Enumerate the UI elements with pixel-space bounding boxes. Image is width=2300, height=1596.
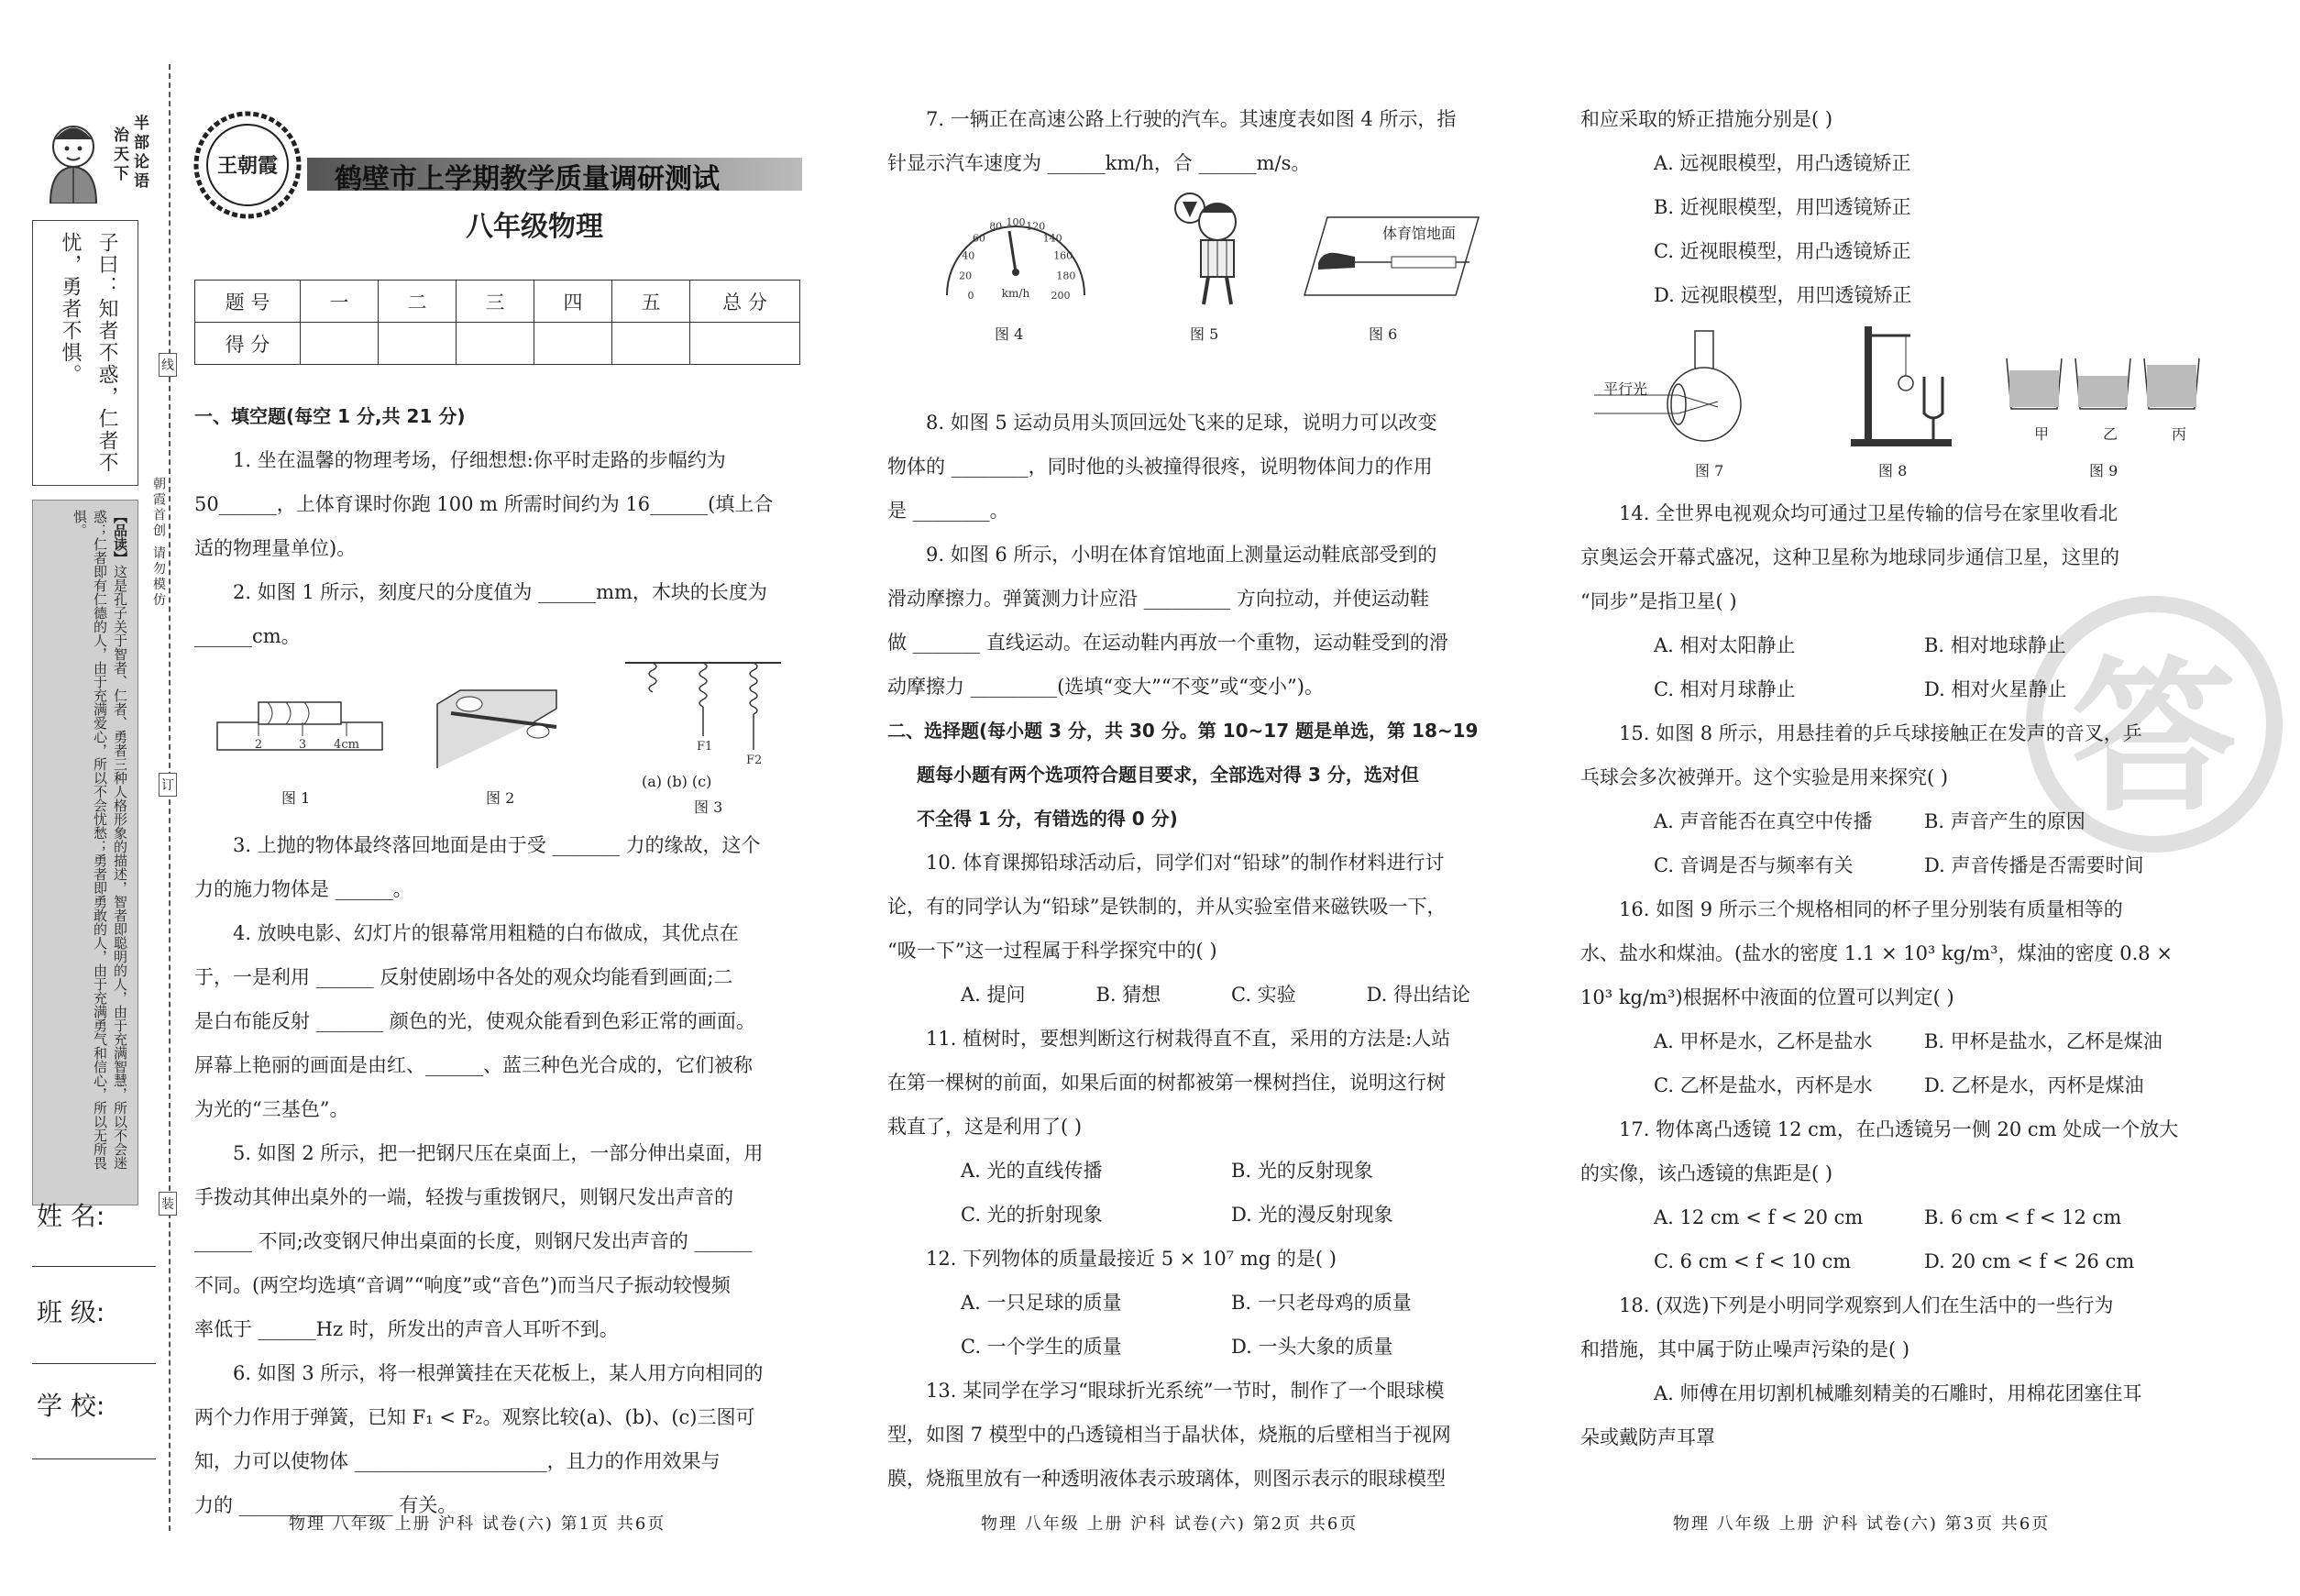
q17-option-b[interactable]: B. 6 cm < f < 12 cm [1924,1206,2122,1228]
fig6-label: 体育馆地面 [1382,225,1457,242]
score-head-4: 四 [534,281,612,323]
q10-line2: 论，有的同学认为“铅球”是铁制的，并从实验室借来磁铁吸一下， [887,896,1447,918]
logo-seal [193,110,303,220]
q10-line3: “吸一下”这一过程属于科学探究中的( ) [887,940,1217,962]
q4-line1: 4. 放映电影、幻灯片的银幕常用粗糙的白布做成，其优点在 [233,922,739,944]
speedo-tick-label: 100 [1006,216,1026,228]
q4-line5: 为光的“三基色”。 [194,1098,349,1120]
q16-option-d[interactable]: D. 乙杯是水，丙杯是煤油 [1924,1074,2144,1096]
svg-text:4cm: 4cm [334,738,359,752]
q16-option-c[interactable]: C. 乙杯是盐水，丙杯是水 [1654,1074,1873,1096]
figures-1-3 [194,658,813,823]
q13-line2: 型，如图 7 模型中的凸透镜相当于晶状体，烧瓶的后壁相当于视网 [887,1424,1451,1446]
q14-options-row1 [1580,623,2195,667]
q16-options-row2 [1580,1063,2195,1107]
sidebar [28,64,151,1531]
q10-line1: 10. 体育课掷铅球活动后，同学们对“铅球”的制作材料进行讨 [926,852,1445,874]
binding-line [169,64,171,1531]
q6-line2: 两个力作用于弹簧，已知 F₁ < F₂。观察比较(a)、(b)、(c)三图可 [194,1406,755,1428]
q17-option-c[interactable]: C. 6 cm < f < 10 cm [1654,1250,1852,1272]
q1-line3: 适的物理量单位)。 [194,537,357,559]
fig7-label: 平行光 [1603,380,1648,398]
q3-line2: 力的施力物体是 ______。 [194,878,413,900]
q5-line3: ______ 不同;改变钢尺伸出桌面的长度，则钢尺发出声音的 ______ [194,1230,753,1252]
q17-option-a[interactable]: A. 12 cm < f < 20 cm [1654,1206,1864,1228]
q14-option-d[interactable]: D. 相对火星静止 [1924,678,2067,700]
q9-line1: 9. 如图 6 所示，小明在体育馆地面上测量运动鞋底部受到的 [926,544,1437,566]
notice-text: 朝霞首创 请勿模仿 [151,477,166,609]
tuning-fork-figure [1846,322,1956,454]
fig9-label-yi: 乙 [2103,425,2118,443]
q3-line1: 3. 上抛的物体最终落回地面是由于受 _______ 力的缘故，这个 [233,834,761,856]
page-footer-1: 物理 八年级 上册 沪科 试卷(六) 第1页 共6页 [289,1514,666,1534]
pindu-box [32,500,138,1205]
figures-4-6 [887,185,1502,401]
svg-text:F2: F2 [746,754,763,767]
q6-line3: 知，力可以使物体 ____________________，且力的作用效果与 [194,1450,721,1472]
q16-options-row1 [1580,1019,2195,1063]
speedo-tick-label: 0 [967,290,974,302]
q11-options-row1 [887,1149,1502,1193]
school-label: 学 校: [37,1391,105,1421]
q14-line3: “同步”是指卫星( ) [1580,590,1737,612]
fig3-caption: 图 3 [694,798,723,816]
watermark-char: 答 [2071,641,2237,834]
q13-option-c[interactable]: C. 近视眼模型，用凸透镜矫正 [1654,240,1911,262]
exam-subtitle: 八年级物理 [466,211,603,243]
q15-line1: 15. 如图 8 所示，用悬挂着的乒乓球接触正在发声的音叉，乒 [1619,722,2142,744]
q4-line4: 屏幕上艳丽的画面是由红、______、蓝三种色光合成的，它们被称 [194,1054,753,1076]
score-cell-total[interactable] [690,323,800,365]
score-cell-3[interactable] [457,323,534,365]
q11-option-b[interactable]: B. 光的反射现象 [1231,1160,1373,1182]
soccer-player-figure [1162,185,1263,317]
q9-line2: 滑动摩擦力。弹簧测力计应沿 _________ 方向拉动，并使运动鞋 [887,588,1429,610]
fig6-caption: 图 6 [1369,325,1398,343]
logo-text: 王朝霞 [216,154,279,178]
pindu-text [70,510,130,1193]
speedo-tick-label: 40 [962,249,975,262]
q14-option-b[interactable]: B. 相对地球静止 [1924,634,2066,656]
banner-text-2: 治天下 [110,127,128,184]
speedo-tick-label: 120 [1026,220,1046,233]
fig8-caption: 图 8 [1878,462,1908,479]
q8-line1: 8. 如图 5 运动员用头顶回远处飞来的足球，说明力可以改变 [926,412,1437,434]
school-field[interactable] [32,1458,156,1459]
fig4-caption: 图 4 [995,325,1024,343]
q14-line1: 14. 全世界电视观众均可通过卫星传输的信号在家里收看北 [1619,502,2118,524]
fig5-caption: 图 5 [1190,325,1219,343]
fig3-labels: (a) (b) (c) [642,773,712,790]
fig7-caption: 图 7 [1695,462,1724,479]
q14-option-a[interactable]: A. 相对太阳静止 [1654,634,1796,656]
speedo-tick-label: 20 [959,270,973,282]
q16-option-b[interactable]: B. 甲杯是盐水，乙杯是煤油 [1924,1030,2162,1052]
column-1 [194,394,813,1527]
score-head-0: 题 号 [195,281,301,323]
score-head-5: 五 [612,281,690,323]
q17-line1: 17. 物体离凸透镜 12 cm，在凸透镜另一侧 20 cm 处成一个放大 [1619,1118,2179,1140]
q10-option-b[interactable]: B. 猜想 [1095,984,1161,1006]
svg-text:F1: F1 [697,740,713,754]
svg-text:3: 3 [298,738,307,752]
q9-line3: 做 _______ 直线运动。在运动鞋内再放一个重物，运动鞋受到的滑 [887,632,1448,654]
q12-option-d[interactable]: D. 一头大象的质量 [1231,1336,1393,1358]
fig2-caption: 图 2 [486,789,515,807]
q10-option-c[interactable]: C. 实验 [1231,984,1296,1006]
q16-line2: 水、盐水和煤油。(盐水的密度 1.1 × 10³ kg/m³，煤油的密度 0.8 × [1580,942,2173,964]
section-2-heading-2: 题每小题有两个选项符合题目要求，全部选对得 3 分，选对但 [917,764,1419,786]
q11-option-a[interactable]: A. 光的直线传播 [961,1160,1103,1182]
q15-options-row2 [1580,843,2195,887]
score-cell-2[interactable] [379,323,457,365]
name-field[interactable] [32,1265,156,1267]
q12-option-a[interactable]: A. 一只足球的质量 [961,1292,1122,1314]
q11-options-row2 [887,1193,1502,1237]
page-footer-3: 物理 八年级 上册 沪科 试卷(六) 第3页 共6页 [1673,1514,2051,1534]
q5-line1: 5. 如图 2 所示，把一把钢尺压在桌面上，一部分伸出桌面，用 [233,1142,764,1164]
q10-option-a[interactable]: A. 提问 [961,984,1026,1006]
q18-line1: 18. (双选)下列是小明同学观察到人们在生活中的一些行为 [1619,1294,2114,1316]
q16-option-a[interactable]: A. 甲杯是水，乙杯是盐水 [1654,1030,1873,1052]
speedo-tick-label: 160 [1053,249,1073,262]
q10-option-d[interactable]: D. 得出结论 [1366,984,1470,1006]
q15-option-b[interactable]: B. 声音产生的原因 [1924,810,2085,832]
q6-line1: 6. 如图 3 所示，将一根弹簧挂在天花板上，某人用方向相同的 [233,1362,764,1384]
q2-line2: ______cm。 [194,625,301,647]
q11-line1: 11. 植树时，要想判断这行树栽得直不直，采用的方法是:人站 [926,1028,1451,1050]
section-2-heading-1: 二、选择题(每小题 3 分，共 30 分。第 10~17 题是单选，第 18~19 [887,720,1479,742]
svg-text:2: 2 [254,738,263,752]
spring-figure [625,658,781,781]
q15-option-c[interactable]: C. 音调是否与频率有关 [1654,854,1854,876]
class-label: 班 级: [37,1297,105,1327]
q12-options-row1 [887,1281,1502,1325]
pindu-label: 【品读】 [112,510,128,565]
q4-line3: 是白布能反射 _______ 颜色的光，使观众能看到色彩正常的画面。 [194,1010,755,1032]
score-cell-5[interactable] [612,323,690,365]
q17-options-row2 [1580,1239,2195,1283]
score-row-label: 得 分 [195,323,301,365]
q12-option-b[interactable]: B. 一只老母鸡的质量 [1231,1292,1412,1314]
q17-line2: 的实像，该凸透镜的焦距是( ) [1580,1162,1833,1184]
q11-line2: 在第一棵树的前面，如果后面的树都被第一棵树挡住，说明这行树 [887,1072,1446,1094]
q13-line1: 13. 某同学在学习“眼球折光系统”一节时，制作了一个眼球模 [926,1380,1445,1402]
q5-line2: 手拨动其伸出桌外的一端，轻拨与重拨钢尺，则钢尺发出声音的 [194,1186,733,1208]
seal-char-2: 订 [159,773,177,797]
fig9-caption: 图 9 [2089,462,2118,479]
exam-title: 鹤壁市上学期教学质量调研测试 [335,163,720,195]
quote-box [32,220,138,486]
speedo-tick-label: 60 [972,232,985,245]
fig1-caption: 图 1 [281,789,311,807]
banner-text-1: 半部论语 [130,115,149,192]
q14-options-row2 [1580,667,2195,711]
speedo-tick-label: 80 [989,220,1003,233]
q13-option-a[interactable]: A. 远视眼模型，用凸透镜矫正 [1654,152,1911,174]
q12-line1: 12. 下列物体的质量最接近 5 × 10⁷ mg 的是( ) [926,1248,1337,1270]
fig9-label-bing: 丙 [2172,425,2187,443]
score-head-3: 三 [457,281,534,323]
q18-line2: 和措施，其中属于防止噪声污染的是( ) [1580,1338,1910,1360]
q11-option-d[interactable]: D. 光的漫反射现象 [1231,1204,1393,1226]
q1-line1: 1. 坐在温馨的物理考场，仔细想想:你平时走路的步幅约为 [233,449,726,471]
q13-option-d[interactable]: D. 远视眼模型，用凹透镜矫正 [1654,284,1912,306]
q17-option-d[interactable]: D. 20 cm < f < 26 cm [1924,1250,2135,1272]
page-footer-2: 物理 八年级 上册 沪科 试卷(六) 第2页 共6页 [981,1514,1359,1534]
speedo-tick-label: 140 [1042,232,1062,245]
fig9-label-jia: 甲 [2034,425,2050,443]
q12-option-c[interactable]: C. 一个学生的质量 [961,1336,1122,1358]
q10-options [887,973,1502,1017]
q14-option-c[interactable]: C. 相对月球静止 [1654,678,1796,700]
q15-option-d[interactable]: D. 声音传播是否需要时间 [1924,854,2144,876]
q11-option-c[interactable]: C. 光的折射现象 [961,1204,1103,1226]
pindu-body: 这是孔子关于智者、仁者、勇者三种人格形象的描述，智者即聪明的人，由于充满智慧，所以不会迷惑；仁者即有仁德的人，由于充满爱心，所以不会忧愁；勇者即勇敢的人，由于充满勇气和信心，所以无所畏惧。 [72,510,128,1170]
name-label: 姓 名: [37,1201,105,1231]
q1-line2: 50______，上体育课时你跑 100 m 所需时间约为 16______(填上合 [194,493,774,515]
q18-option-a-line1[interactable]: A. 师傅在用切割机械雕刻精美的石雕时，用棉花团塞住耳 [1654,1382,2142,1404]
ruler-figure [213,695,387,763]
q7-line1: 7. 一辆正在高速公路上行驶的汽车。其速度表如图 4 所示，指 [926,108,1457,130]
q6-line4: 力的 ________________ 有关。 [194,1494,457,1516]
column-3 [1580,97,2195,1459]
q13-line3: 膜，烧瓶里放有一种透明液体表示玻璃体，则图示表示的眼球模型 [887,1468,1446,1490]
q13-option-b[interactable]: B. 近视眼模型，用凹透镜矫正 [1654,196,1911,218]
column-2 [887,97,1502,1501]
figures-7-9 [1580,317,2195,491]
q14-line2: 京奥运会开幕式盛况，这种卫星称为地球同步通信卫星，这里的 [1580,546,2119,568]
quote-text: 子曰：知者不惑，仁者不忧，勇者不惧。 [59,232,118,474]
q18-option-a-line2: 朵或戴防声耳罩 [1580,1426,1715,1448]
seal-char-1: 线 [159,353,177,377]
score-head-1: 一 [301,281,379,323]
q16-line1: 16. 如图 9 所示三个规格相同的杯子里分别装有质量相等的 [1619,898,2123,920]
steel-ruler-figure [433,686,561,776]
score-table [194,280,800,365]
q5-line5: 率低于 ______Hz 时，所发出的声音人耳听不到。 [194,1318,619,1340]
q13-line4: 和应采取的矫正措施分别是( ) [1580,108,1833,130]
speedometer-figure [938,194,1094,308]
class-field[interactable] [32,1362,156,1364]
score-head-2: 二 [379,281,457,323]
section-1-heading: 一、填空题(每空 1 分,共 21 分) [194,405,466,427]
confucius-cartoon-icon [32,112,115,204]
score-cell-4[interactable] [534,323,612,365]
section-2-heading-3: 不全得 1 分，有错选的得 0 分) [917,808,1178,830]
q15-option-a[interactable]: A. 声音能否在真空中传播 [1654,810,1873,832]
q17-options-row1 [1580,1195,2195,1239]
q2-line1: 2. 如图 1 所示，刻度尺的分度值为 ______mm，木块的长度为 [233,581,767,603]
q8-line3: 是 ________。 [887,500,1009,522]
speedo-unit: km/h [1001,287,1030,300]
q12-options-row2 [887,1325,1502,1369]
q8-line2: 物体的 ________，同时他的头被撞得很疼，说明物体间力的作用 [887,456,1433,478]
score-head-6: 总 分 [690,281,800,323]
speedo-tick-label: 180 [1056,270,1076,282]
q11-line3: 栽直了，这是利用了( ) [887,1116,1083,1138]
q7-line2: 针显示汽车速度为 ______km/h，合 ______m/s。 [887,152,1311,174]
q4-line2: 于，一是利用 ______ 反射使剧场中各处的观众均能看到画面;二 [194,966,733,988]
q9-line4: 动摩擦力 _________(选填“变大”“不变”或“变小”)。 [887,676,1324,698]
q15-line2: 乓球会多次被弹开。这个实验是用来探究( ) [1580,766,1949,788]
q16-line3: 10³ kg/m³)根据杯中液面的位置可以判定( ) [1580,986,1954,1008]
q15-options-row1 [1580,799,2195,843]
q5-line4: 不同。(两空均选填“音调”“响度”或“音色”)而当尺子振动较慢频 [194,1274,731,1296]
beakers-figure [2002,354,2204,422]
score-cell-1[interactable] [301,323,379,365]
speedo-tick-label: 200 [1051,290,1071,302]
seal-char-3: 装 [159,1192,177,1216]
